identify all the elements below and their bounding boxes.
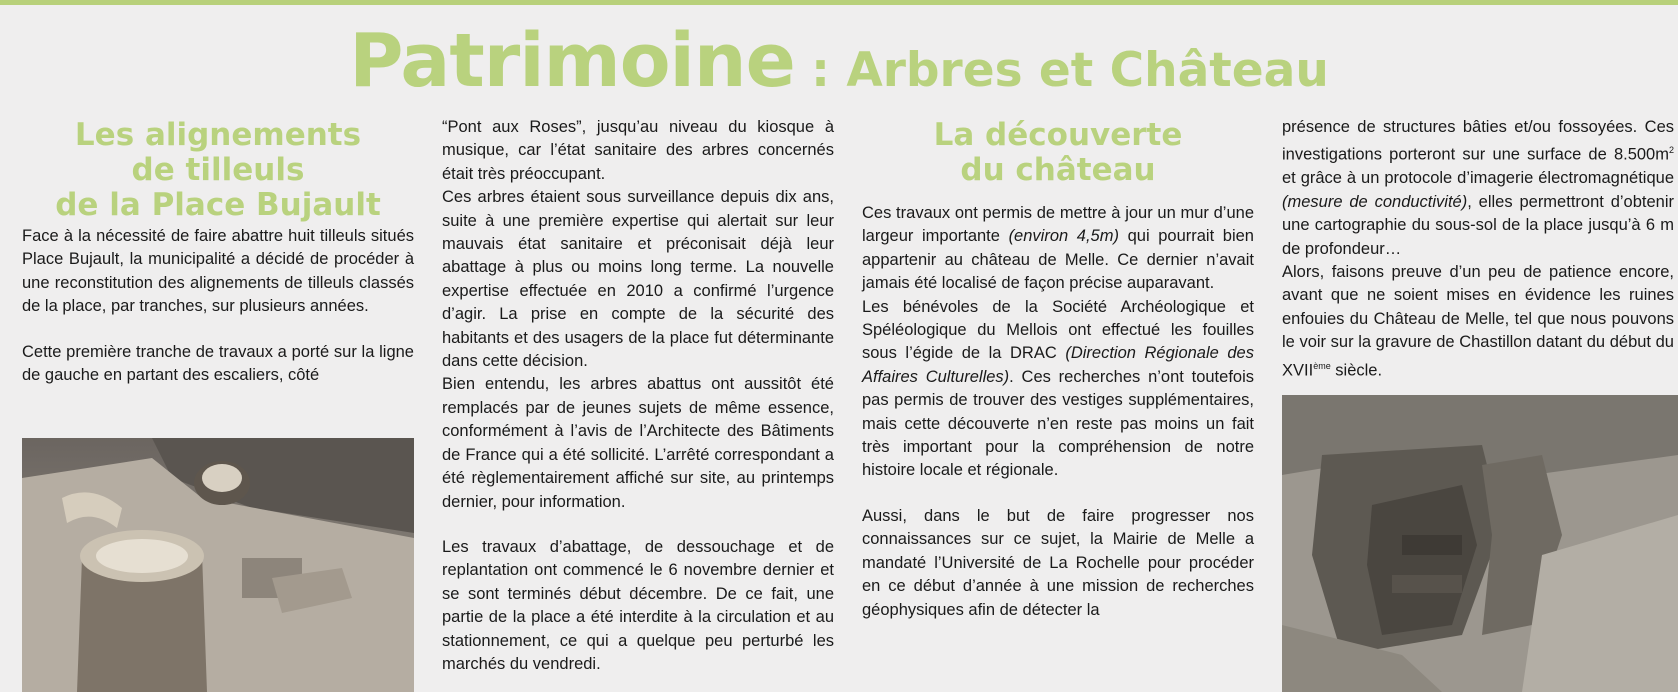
paragraph: Face à la nécessité de faire abattre huit tilleuls situés Place Bujault, la municipalité a décidé de procéder à une reconstitution des alignements de tilleuls classés de la place, par tranches, sur plusieurs années.	[22, 227, 414, 316]
heading-line: La découverte	[933, 117, 1183, 153]
paragraph: Alors, faisons preuve d’un peu de patience encore, avant que ne soient mises en évidence les ruines enfouies du Château de Melle, tel que nous pouvons le voir sur la gravure de Chastillon datant du début du XVIIème siècle.	[1282, 262, 1674, 380]
paragraph: Ces arbres étaient sous surveillance depuis dix ans, suite à une première expertise qui alertait sur leur mauvais état sanitaire et préconisait déjà leur abattage à plus ou moins long terme. La nouvelle expertise effectuée en 2010 a confirmé l’urgence d’agir. La prise en compte de la sécurité des habitants et des usagers de la place fut déterminante dans cette décision.	[442, 188, 834, 371]
paragraph: “Pont aux Roses”, jusqu’au niveau du kiosque à musique, car l’état sanitaire des arbres concernés était très préoccupant.	[442, 118, 834, 183]
page-title	[0, 18, 1678, 104]
heading-line: de tilleuls	[131, 152, 305, 188]
paragraph: Les travaux d’abattage, de dessouchage et de replantation ont commencé le 6 novembre dernier et se sont terminés début décembre. De ce fait, une partie de la place a été interdite à la circulation et au stationnement, ce qui a quelque peu perturbé les marchés du vendredi.	[442, 537, 834, 673]
top-rule	[0, 0, 1678, 5]
column-4	[1282, 116, 1674, 382]
article-heading-chateau	[862, 118, 1254, 188]
tree-stump-photo	[22, 438, 414, 692]
heading-line: Les alignements	[74, 117, 362, 153]
excavation-image	[1282, 395, 1678, 692]
paragraph: Bien entendu, les arbres abattus ont aussitôt été remplacés par de jeunes sujets de même essence, conformément à l’avis de l’Architecte des Bâtiments de France qui a été sollicité. L’arrêté correspondant a été règlementairement affiché sur site, au printemps dernier, pour information.	[442, 375, 834, 511]
excavation-photo	[1282, 395, 1678, 692]
paragraph: Ces travaux ont permis de mettre à jour un mur d’une largeur importante (environ 4,5m) qui pourrait bien appartenir au château de Melle. Ce dernier n’avait jamais été localisé de façon précise auparavant.	[862, 204, 1254, 293]
title-main: Patrimoine	[349, 18, 795, 104]
column-3	[862, 118, 1254, 622]
article-heading-tilleuls	[22, 118, 414, 223]
title-sub: : Arbres et Château	[794, 43, 1329, 98]
paragraph: Aussi, dans le but de faire progresser nos connaissances sur ce sujet, la Mairie de Melle a mandaté l’Université de La Rochelle pour procéder en ce début d’année à une mission de recherches géophysiques afin de détecter la	[862, 506, 1254, 619]
heading-line: du château	[960, 152, 1156, 188]
tree-stump-image	[22, 438, 414, 692]
heading-line: de la Place Bujault	[55, 187, 381, 223]
column-1	[22, 118, 414, 387]
paragraph: Les bénévoles de la Société Archéologique et Spéléologique du Mellois ont effectué les fouilles sous l’égide de la DRAC (Direction Régionale des Affaires Culturelles). Ces recherches n’ont toutefois pas permis de trouver des vestiges supplémentaires, mais cette découverte n’en reste pas moins un fait très important pour la compréhension de notre histoire locale et régionale.	[862, 297, 1254, 480]
paragraph: présence de structures bâties et/ou fossoyées. Ces investigations porteront sur une surface de $8.500m^2$ et grâce à un protocole d’imagerie électromagnétique (mesure de conductivité), elles permettront d’obtenir une cartographie du sous-sol de la place jusqu’à 6 m de profondeur…	[1282, 118, 1674, 258]
paragraph: Cette première tranche de travaux a porté sur la ligne de gauche en partant des escaliers, côté	[22, 342, 414, 385]
column-2	[442, 116, 834, 676]
